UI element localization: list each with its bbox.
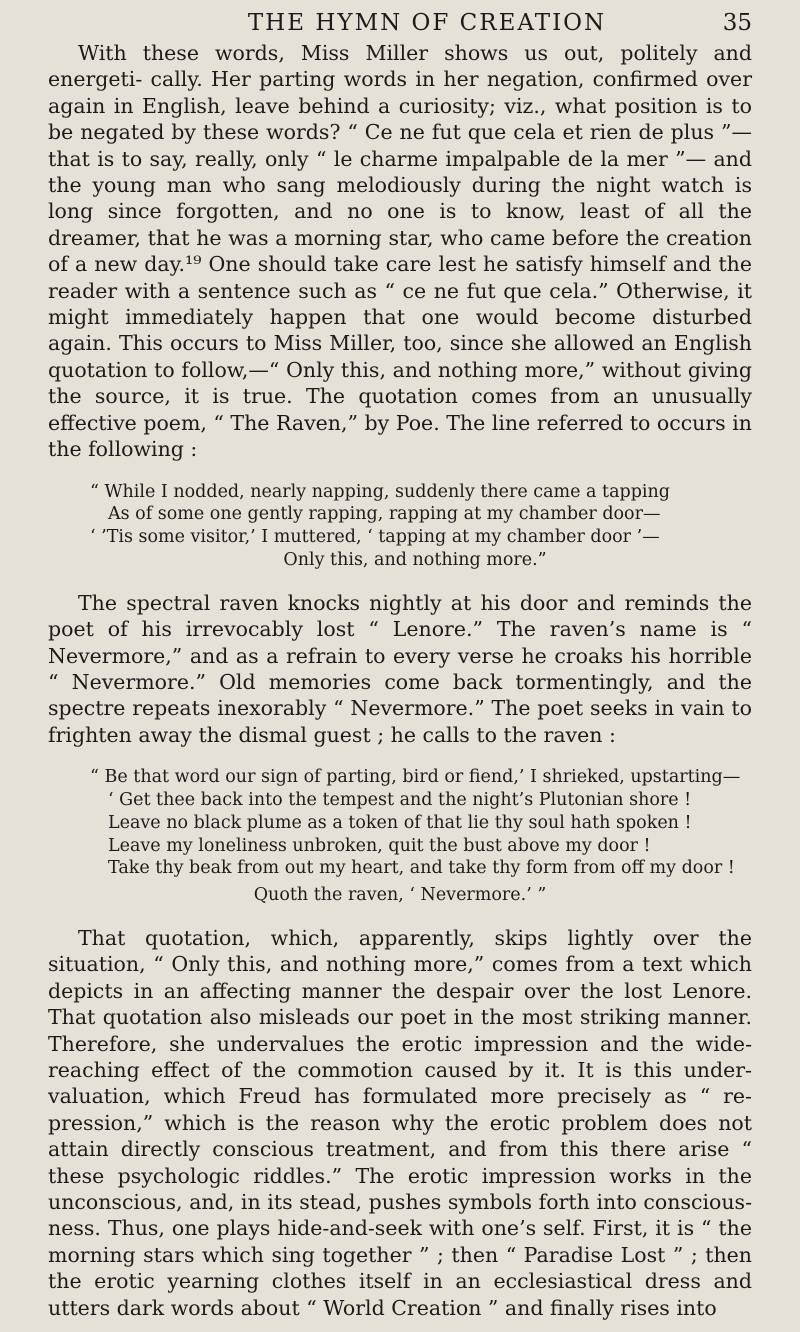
poem-1-line-3: ‘ ’Tis some visitor,’ I muttered, ‘ tapping at my chamber door ’—: [90, 527, 660, 548]
poem-2-line-1: “ Be that word our sign of parting, bird or fiend,’ I shrieked, upstarting—: [90, 767, 741, 788]
body-text: [48, 40, 752, 1321]
poem-1-line-4: Only this, and nothing more.”: [283, 549, 547, 570]
paragraph-2: The spectral raven knocks nightly at his door and reminds the poet of his irrevocably lost “ Lenore.” The raven’s name is “ Nevermore,” and as a refrain to every verse he croaks his horrible “ Nevermore.” Old memories come back tormentingly, and the spectre repeats inexorably “ Nevermore.” The poet seeks in vain to frighten away the dismal guest ; he calls to the raven :: [48, 590, 752, 747]
poem-quotation-2: [48, 766, 752, 907]
poem-2-line-4: Leave my loneliness unbroken, quit the bust above my door !: [108, 835, 651, 856]
poem-quotation-1: [48, 481, 752, 572]
poem-2-line-2: ‘ Get thee back into the tempest and the night’s Plutonian shore !: [108, 789, 692, 810]
running-head: [48, 6, 752, 40]
poem-1-line-1: “ While I nodded, nearly napping, suddenly there came a tapping: [90, 481, 670, 502]
poem-2-line-5: Take thy beak from out my heart, and take thy form from off my door !: [108, 858, 735, 879]
running-title: THE HYMN OF CREATION: [247, 10, 607, 36]
page-number: 35: [722, 10, 752, 36]
paragraph-1: With these words, Miss Miller shows us out, politely and energeti- cally. Her parting words in her negation, confirmed over again in English, leave behind a curiosity; viz., what position is to be negated by these words? “ Ce ne fut que cela et rien de plus ”— that is to say, really, only “ le charme impalpable de la mer ”— and the young man who sang melodiously during the night watch is long since forgotten, and no one is to know, least of all the dreamer, that he was a morning star, who came before the creation of a new day.¹⁹ One should take care lest he satisfy himself and the reader with a sentence such as “ ce ne fut que cela.” Otherwise, it might immediately happen that one would become disturbed again. This occurs to Miss Miller, too, since she allowed an English quotation to follow,—“ Only this, and nothing more,” without giving the source, it is true. The quotation comes from an unusually effective poem, “ The Raven,” by Poe. The line referred to occurs in the following :: [48, 41, 752, 462]
poem-1-line-2: As of some one gently rapping, rapping at my chamber door—: [108, 504, 661, 525]
poem-2-line-3: Leave no black plume as a token of that lie thy soul hath spoken !: [108, 812, 692, 833]
book-page: [48, 0, 752, 1332]
poem-2-line-6: Quoth the raven, ‘ Nevermore.’ ”: [253, 885, 547, 906]
paragraph-3: That quotation, which, apparently, skips lightly over the situation, “ Only this, and nothing more,” comes from a text which depicts in an affecting manner the despair over the lost Lenore. That quotation also misleads our poet in the most striking manner. Therefore, she undervalues the erotic impression and the wide- reaching effect of the commotion caused by it. It is this under- valuation, which Freud has formulated more precisely as “ re- pression,” which is the reason why the erotic problem does not attain directly conscious treatment, and from this there arise “ these psychologic riddles.” The erotic impression works in the unconscious, and, in its stead, pushes symbols forth into conscious- ness. Thus, one plays hide-and-seek with one’s self. First, it is “ the morning stars which sing together ” ; then “ Paradise Lost ” ; then the erotic yearning clothes itself in an ecclesiastical dress and utters dark words about “ World Creation ” and finally rises into: [48, 925, 752, 1320]
